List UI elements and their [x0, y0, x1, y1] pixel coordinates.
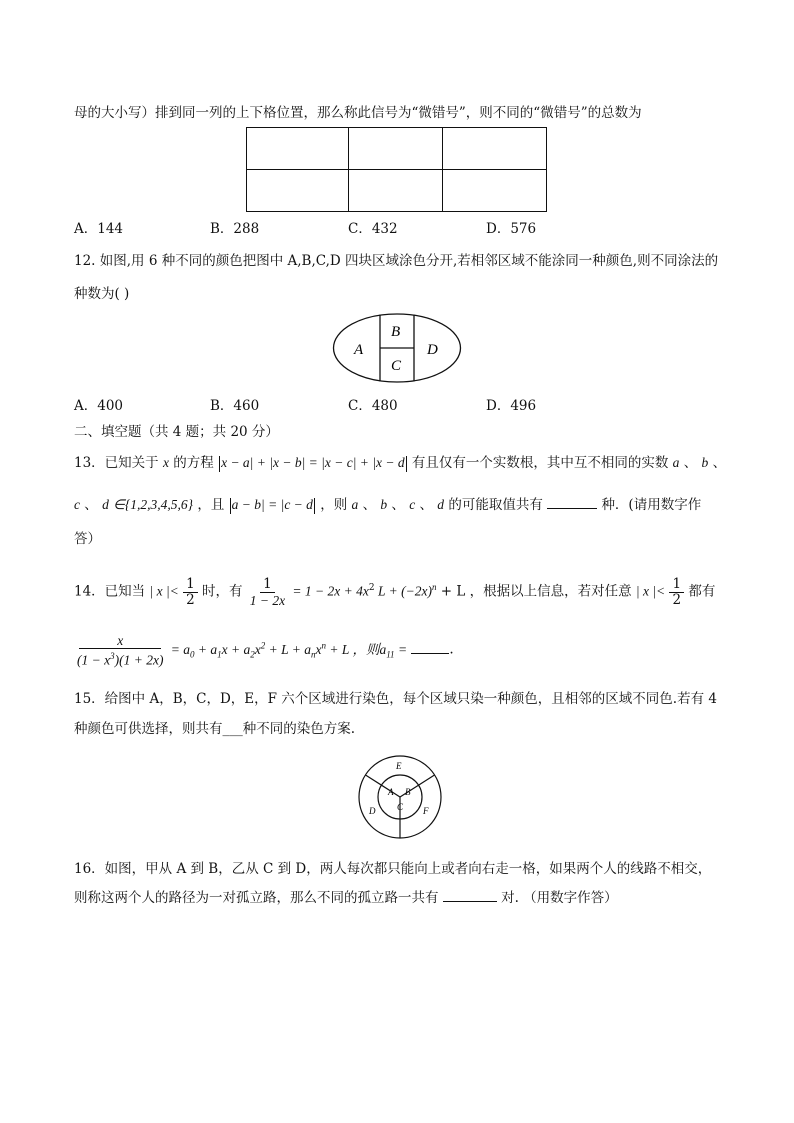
var-b: b — [701, 455, 709, 470]
fraction-numerator: x — [79, 633, 161, 649]
fraction-one-half — [669, 577, 684, 608]
var-a: a — [351, 497, 359, 512]
region-label-b: B — [405, 787, 411, 797]
expansion-index: 0 — [190, 649, 195, 660]
q13-text: 、 — [419, 497, 433, 513]
q13-text: 13．已知关于 — [74, 455, 159, 471]
expansion-index: 2 — [250, 649, 255, 660]
q13-set: ∈{1,2,3,4,5,6} — [113, 497, 194, 512]
q11-option-a[interactable]: A．144 — [74, 221, 124, 237]
region-label-c: C — [391, 358, 402, 374]
section-heading: 二、填空题（共 4 题；共 20 分） — [74, 424, 279, 440]
expansion-part: x + a — [221, 641, 251, 657]
grid-cell — [349, 170, 443, 212]
expansion-part: + a — [194, 641, 218, 657]
fraction-denominator: 1 − 2x — [249, 592, 286, 608]
q14-text: 14．已知当 — [74, 583, 146, 600]
q12-options — [74, 397, 674, 415]
q14-exponent: 2 — [368, 583, 375, 593]
var-c: c — [74, 497, 80, 512]
expansion-part: = a — [170, 641, 190, 657]
q13-text: 、 — [84, 497, 98, 513]
q13-equation: x − a| + |x − b| = |x − c| + |x − d — [221, 455, 405, 470]
q16-text: 对. （用数字作答） — [501, 890, 618, 906]
region-label-b: B — [391, 324, 401, 340]
region-label-f: F — [423, 806, 429, 816]
expansion-exponent: 2 — [260, 640, 266, 650]
var-d: d — [102, 497, 109, 512]
q14-text: 时，有 — [201, 583, 243, 600]
expansion-part: + L + a — [265, 641, 311, 657]
answer-blank[interactable] — [411, 641, 449, 654]
q13-text: 种．(请用数字作 — [601, 497, 702, 513]
var-a: a — [672, 455, 680, 470]
q11-intro: 母的大小写）排到同一列的上下格位置，那么称此信号为“微错号”，则不同的“微错号”的总数为 — [74, 105, 642, 121]
expansion-exponent: n — [321, 640, 326, 650]
fraction-denominator — [74, 649, 166, 668]
q16-line1: 16．如图，甲从 A 到 B，乙从 C 到 D，两人每次都只能向上或者向右走一格，如果两个人的线路不相交， — [74, 861, 712, 877]
q14-exponent: n — [431, 582, 437, 592]
region-label-d: D — [427, 342, 438, 358]
expansion-part: + L ，则 — [325, 641, 380, 657]
expansion-part: a — [379, 641, 387, 657]
denominator-part: )(1 + 2x) — [114, 652, 164, 668]
fraction-numerator: 1 — [260, 577, 275, 593]
q13-text: 的可能取值共有 — [448, 497, 543, 513]
q13-line2 — [74, 496, 701, 514]
q12-option-d[interactable]: D．496 — [486, 398, 537, 414]
q12-line2: 种数为( ) — [74, 286, 130, 302]
signal-grid — [246, 127, 547, 212]
q14-text: 都有 — [688, 583, 716, 600]
q13-text: 、 — [683, 455, 698, 471]
answer-blank[interactable] — [547, 496, 597, 509]
q11-option-c[interactable]: C．432 — [348, 221, 398, 237]
var-b: b — [380, 497, 388, 512]
grid-cell — [247, 128, 349, 170]
var-c: c — [409, 497, 416, 512]
q13-text: 、 — [391, 497, 405, 513]
region-label-c: C — [397, 802, 404, 812]
q12-line1: 12. 如图,用 6 种不同的颜色把图中 A,B,C,D 四块区域涂色分开,若相邻区域不能涂同一种颜色,则不同涂法的 — [74, 253, 719, 269]
grid-cell — [247, 170, 349, 212]
q16-line2 — [74, 889, 618, 907]
q14-text: . — [449, 641, 454, 658]
expansion-index: 1 — [217, 649, 222, 660]
fraction-numerator: 1 — [669, 577, 684, 593]
ellipse-regions-figure — [330, 310, 464, 386]
expansion-index: 11 — [386, 649, 395, 660]
fraction-denominator: 2 — [672, 591, 682, 608]
circle-regions-figure — [357, 754, 443, 840]
fraction-series — [247, 577, 288, 608]
q13-line3: 答） — [74, 531, 101, 547]
grid-cell — [349, 128, 443, 170]
q14-line2 — [74, 628, 454, 671]
q16-text: 则称这两个人的路径为一对孤立路，那么不同的孤立路一共有 — [74, 890, 439, 906]
q13-line1 — [74, 454, 726, 472]
answer-blank[interactable] — [443, 889, 497, 902]
grid-cell — [443, 170, 547, 212]
fraction-expression — [74, 633, 166, 668]
q12-option-a[interactable]: A．400 — [74, 398, 124, 414]
q13-text: ，且 — [197, 497, 225, 513]
fraction-numerator: 1 — [183, 577, 198, 593]
q13-text: 、 — [712, 455, 727, 471]
q11-option-d[interactable]: D．576 — [486, 221, 537, 237]
q13-text: ，则 — [320, 497, 348, 513]
q13-text: 、 — [362, 497, 377, 513]
q13-text: 有且仅有一个实数根，其中互不相同的实数 — [411, 455, 669, 471]
fraction-one-half — [183, 577, 198, 608]
q11-options — [74, 220, 674, 238]
expansion-part: = — [394, 641, 408, 657]
q14-series: = 1 − 2x + 4x — [292, 583, 369, 599]
q14-series: L + (−2x) — [374, 583, 432, 599]
region-label-a: A — [388, 787, 394, 797]
expansion-part: x — [315, 641, 322, 657]
q11-option-b[interactable]: B．288 — [210, 221, 260, 237]
var-d: d — [437, 497, 445, 512]
q13-condition: a − b| = |c − d — [231, 497, 313, 512]
q13-text: 的方程 — [173, 455, 214, 471]
q14-condition: | x |< — [149, 583, 179, 599]
q14-text: + L ，根据以上信息，若对任意 — [436, 583, 632, 600]
grid-cell — [443, 128, 547, 170]
region-label-a: A — [354, 342, 364, 358]
fraction-denominator: 2 — [186, 591, 195, 608]
expansion-index: n — [310, 649, 316, 660]
denominator-exponent: 3 — [110, 650, 115, 661]
q14-line1 — [74, 570, 715, 609]
expansion-part: x — [254, 641, 261, 657]
region-label-e: E — [396, 761, 402, 771]
q12-option-b[interactable]: B．460 — [210, 398, 260, 414]
denominator-part: (1 − x — [77, 652, 111, 668]
q15-line2: 种颜色可供选择，则共有___种不同的染色方案. — [74, 721, 356, 737]
q14-condition: | x |< — [635, 583, 666, 599]
region-label-d: D — [369, 806, 376, 816]
var-x: x — [162, 455, 169, 470]
q12-option-c[interactable]: C．480 — [348, 398, 398, 414]
q14-expansion — [170, 640, 408, 660]
q15-line1: 15．给图中 A，B，C，D，E，F 六个区域进行染色，每个区域只染一种颜色，且相邻的区域不同色.若有 4 — [74, 691, 717, 707]
